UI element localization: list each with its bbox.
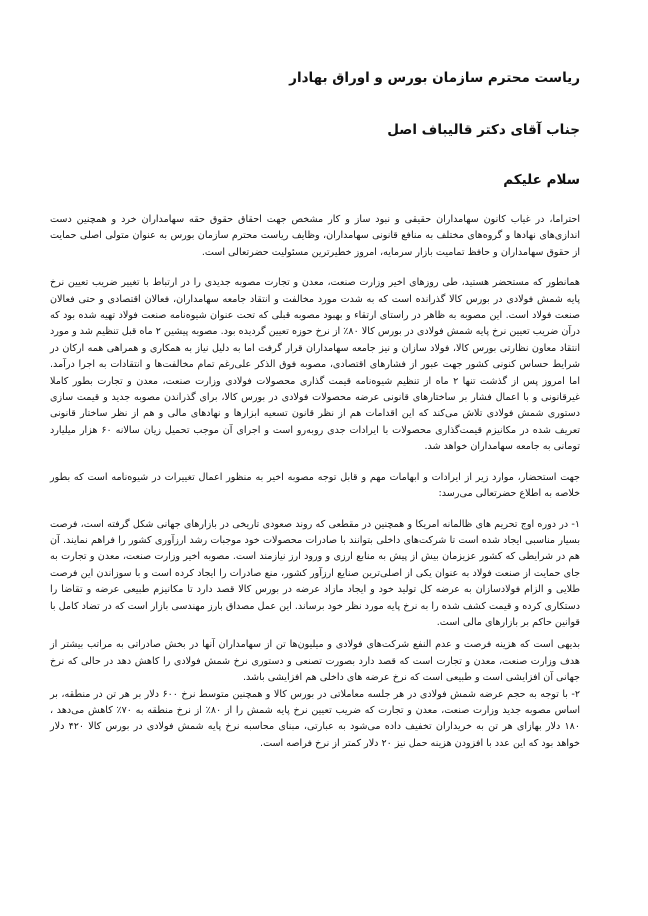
recipient-name: جناب آقای دکتر قالیباف اصل	[387, 122, 580, 138]
paragraph-point-1: ۱- در دوره اوج تحریم های ظالمانه امریکا و همچنین در مقطعی که روند صعودی تاریخی در بازارهای جهانی شکل گرفته است، فرصت بسیار مناسبی ایجاد شده است تا شرکت‌های داخلی بتوانند با صادرات محصولات خود موجبات رشد ارزآوری کشور را فراهم نمایند. آن هم در شرایطی که کشور عزیزمان بیش از پیش به منابع ارزی و ورود ارز نیازمند است. مصوبه اخیر وزارت صنعت، معدن و تجارت به جای حمایت از صنعت فولاد به عنوان یکی از اصلی‌ترین صنایع ارزآور کشور، منع صادرات را ایجاد کرده است و با سوزاندن این فرصت طلایی و الزام فولادسازان به عرضه کل تولید خود و ایجاد مازاد عرضه در بورس کالا قصد دارد تا مکانیزم طبیعی عرضه و تقاضا را دستکاری کرده و قیمت کشف شده را به نرخ پایه مورد نظر خود برساند. این عمل مصداق بارز مهندسی بازار است که در تضاد کامل با قوانین حاکم بر بازارهای مالی است.	[50, 518, 580, 628]
paragraph-summary: جهت استحضار، موارد زیر از ایرادات و ابهامات مهم و قابل توجه مصوبه اخیر به منظور اعمال تغییرات در شیوه‌نامه است که بطور خلاصه به اطلاع حضرتعالی می‌رسد:	[50, 471, 580, 500]
recipient-title: ریاست محترم سازمان بورس و اوراق بهادار	[289, 70, 580, 86]
greeting: سلام علیکم	[503, 172, 580, 188]
paragraph-intro: احتراما، در غیاب کانون سهامداران حقیقی و نبود ساز و کار مشخص جهت احقاق حقوق حقه سهامداران خرد و همچنین دست اندازی‌های نهادها و گروه‌های مختلف به منافع قانونی سهامداران، وظایف ریاست محترم سازمان بورس به عنوان متولی اصلی حمایت از حقوق سهامداران و حافظ تمامیت بازار سرمایه، امروز خطیرترین مسئولیت حضرتعالی است.	[50, 214, 580, 258]
paragraph-background: همانطور که مستحضر هستید، طی روزهای اخیر وزارت صنعت، معدن و تجارت مصوبه جدیدی را در ارتباط با تغییر ضریب تعیین نرخ پایه شمش فولادی در بورس کالا گذرانده است که به شدت مورد مخالفت و انتقاد جامعه سهامداران، فعالان اقتصادی و حتی فعالان صنعت فولاد است. این مصوبه به ظاهر در راستای ارتقاء و بهبود مصوبه قبلی که تحت عنوان شیوه‌نامه صنعت فولاد تهیه شده بود که درآن ضریب تعیین نرخ پایه شمش فولادی در بورس کالا ۸۰٪ از نرخ حوزه تعیین گردیده بود. مصوبه پیشین ۲ ماه قبل تنظیم شد و مورد انتقاد معاون نظارتی بورس کالا، فولاد سازان و نیز جامعه سهامداران قرار گرفت اما به دلیل نیاز به همکاری و همراهی همه ارکان در شرایط حساس کنونی کشور جهت عبور از فشارهای اقتصادی، مصوبه فوق الذکر علی‌رغم تمام مخالفت‌ها و انتقادات به اجرا درآمد. اما امروز پس از گذشت تنها ۲ ماه از تنظیم شیوه‌نامه قیمت گذاری محصولات فولادی وزارت صنعت، معدن و تجارت بطور کاملا غیرقانونی و با اعمال فشار بر ساختارهای قانونی عرضه محصولات فولادی در بورس کالا، برای گذراندن مصوبه جدید و قیمت سازی دستوری شمش فولادی تلاش می‌کند که این اقدامات هم از نظر قانون تسعیه ابزارها و نهادهای مالی و هم از نظر ساختار قانونی تعریف شده در مکانیزم قیمت‌گذاری محصولات با ایرادات جدی روبه‌رو است و اجرای آن موجب تحمیل زیان سالانه ۶۰ هزار میلیارد تومانی به جامعه سهامداران خواهد شد.	[50, 277, 581, 453]
paragraph-point-2: ۲- با توجه به حجم عرضه شمش فولادی در هر جلسه معاملاتی در بورس کالا و همچنین متوسط نرخ ۶۰۰ دلار بر هر تن در منطقه، بر اساس مصوبه جدید وزارت صنعت، معدن و تجارت که ضریب تعیین نرخ پایه شمش را از ۸۰٪ از نرخ منطقه به ۷۰٪ کاهش می‌دهد ، ۱۸۰ دلار بهازای هر تن به خریداران تخفیف داده می‌شود به عبارتی، مبنای محاسبه نرخ پایه شمش فولادی در بورس کالا ۴۲۰ دلار خواهد بود که این عدد با افزودن هزینه حمل نیز ۲۰ دلار کمتر از نرخ فراصه است.	[50, 688, 580, 749]
paragraph-opportunity-cost: بدیهی است که هزینه فرصت و عدم النفع شرکت‌های فولادی و میلیون‌ها تن از سهامداران آنها در بخش صادراتی به مراتب بیشتر از هدف وزارت صنعت، معدن و تجارت است که قصد دارد بصورت تصنعی و دستوری نرخ شمش فولادی را کاهش دهد در حالی که نرخ جهانی آن افزایشی است و طبیعی است که نرخ عرضه های داخلی هم افزایشی باشد.	[50, 639, 580, 684]
